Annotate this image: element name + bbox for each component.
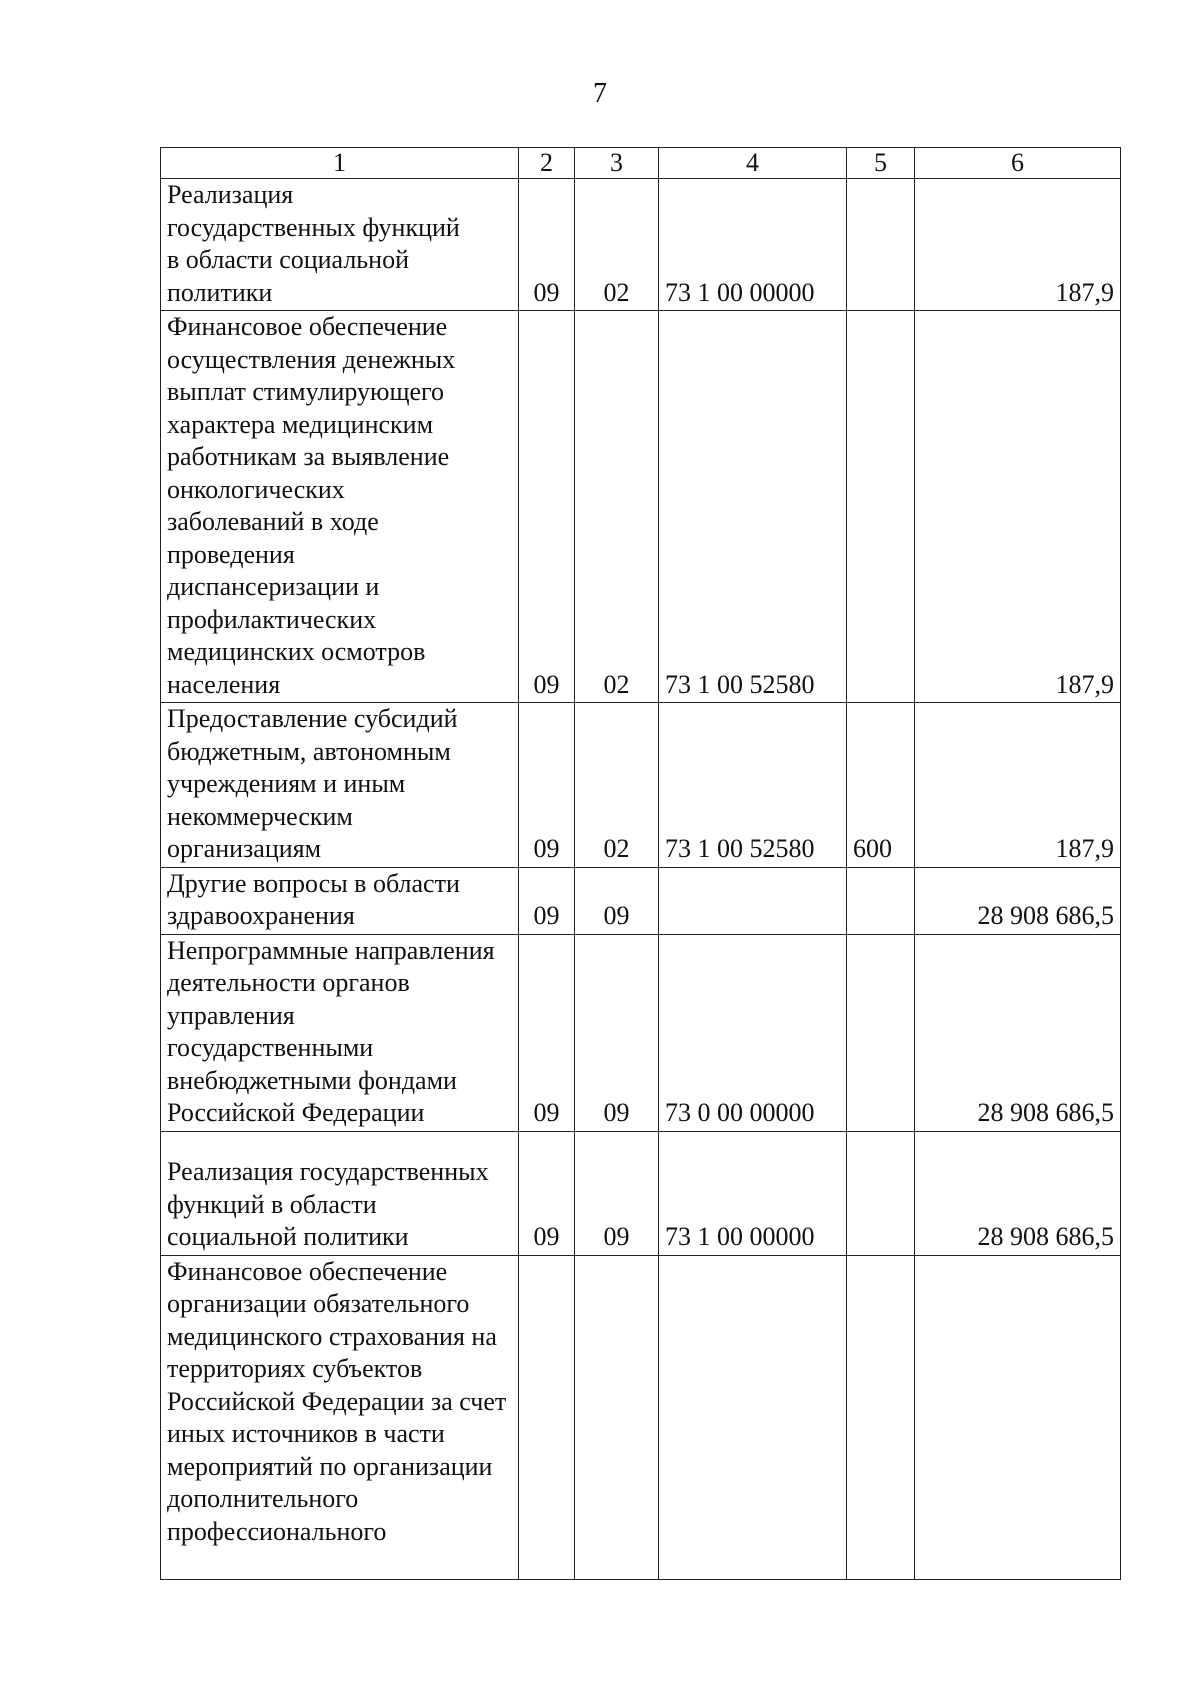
page-number: 7 — [593, 78, 607, 109]
row-amount: 187,9 — [915, 703, 1121, 868]
row-target-code: 73 1 00 52580 — [659, 703, 847, 868]
row-target-code: 73 1 00 00000 — [659, 1131, 847, 1255]
row-section — [519, 1255, 575, 1579]
row-name: Непрограммные направления деятельности органов управления государственными внебюджетными фондами Российской Федерации — [167, 935, 495, 1127]
row-amount: 28 908 686,5 — [915, 1131, 1121, 1255]
row-expense-type — [847, 867, 915, 934]
row-subsection: 02 — [575, 179, 659, 311]
table-row — [161, 703, 1121, 868]
header-cell-5: 5 — [847, 148, 915, 179]
row-subsection: 09 — [575, 867, 659, 934]
row-name: Финансовое обеспечение организации обязательного медицинского страхования на территориях субъектов Российской Федерации за счет иных источников в части мероприятий по организации дополнительного профессионального — [167, 1256, 507, 1546]
header-cell-2: 2 — [519, 148, 575, 179]
row-section: 09 — [519, 703, 575, 868]
row-name: Реализация государственных функций в области социальной политики — [167, 180, 460, 307]
row-subsection: 09 — [575, 1131, 659, 1255]
row-subsection — [575, 1255, 659, 1579]
row-section: 09 — [519, 1131, 575, 1255]
row-amount: 187,9 — [915, 311, 1121, 703]
table-row — [161, 1255, 1121, 1579]
header-cell-6: 6 — [915, 148, 1121, 179]
row-amount — [915, 1255, 1121, 1579]
table-row — [161, 934, 1121, 1131]
row-subsection: 02 — [575, 703, 659, 868]
row-section: 09 — [519, 311, 575, 703]
header-cell-1: 1 — [161, 148, 519, 179]
row-subsection: 02 — [575, 311, 659, 703]
row-expense-type — [847, 311, 915, 703]
row-name: Реализация государственных функций в области социальной политики — [167, 1157, 489, 1251]
row-expense-type: 600 — [847, 703, 915, 868]
row-amount: 187,9 — [915, 179, 1121, 311]
row-name: Другие вопросы в области здравоохранения — [167, 868, 460, 930]
row-subsection: 09 — [575, 934, 659, 1131]
table-row — [161, 179, 1121, 311]
row-section: 09 — [519, 179, 575, 311]
row-name: Предоставление субсидий бюджетным, автономным учреждениям и иным некоммерческим организациям — [167, 704, 458, 863]
table-row — [161, 311, 1121, 703]
row-name: Финансовое обеспечение осуществления денежных выплат стимулирующего характера медицинским работникам за выявление онкологических заболеваний в ходе проведения диспансеризации и профилактических медицинских осмотров населения — [167, 312, 456, 699]
row-expense-type — [847, 1255, 915, 1579]
row-expense-type — [847, 934, 915, 1131]
row-target-code — [659, 867, 847, 934]
row-expense-type — [847, 179, 915, 311]
table-header-row — [161, 148, 1121, 179]
row-target-code: 73 1 00 00000 — [659, 179, 847, 311]
row-section: 09 — [519, 934, 575, 1131]
row-target-code — [659, 1255, 847, 1579]
row-amount: 28 908 686,5 — [915, 867, 1121, 934]
row-expense-type — [847, 1131, 915, 1255]
budget-table — [160, 147, 1121, 1580]
table-row — [161, 1131, 1121, 1255]
row-section: 09 — [519, 867, 575, 934]
row-amount: 28 908 686,5 — [915, 934, 1121, 1131]
table-row — [161, 867, 1121, 934]
row-target-code: 73 0 00 00000 — [659, 934, 847, 1131]
row-target-code: 73 1 00 52580 — [659, 311, 847, 703]
header-cell-4: 4 — [659, 148, 847, 179]
header-cell-3: 3 — [575, 148, 659, 179]
